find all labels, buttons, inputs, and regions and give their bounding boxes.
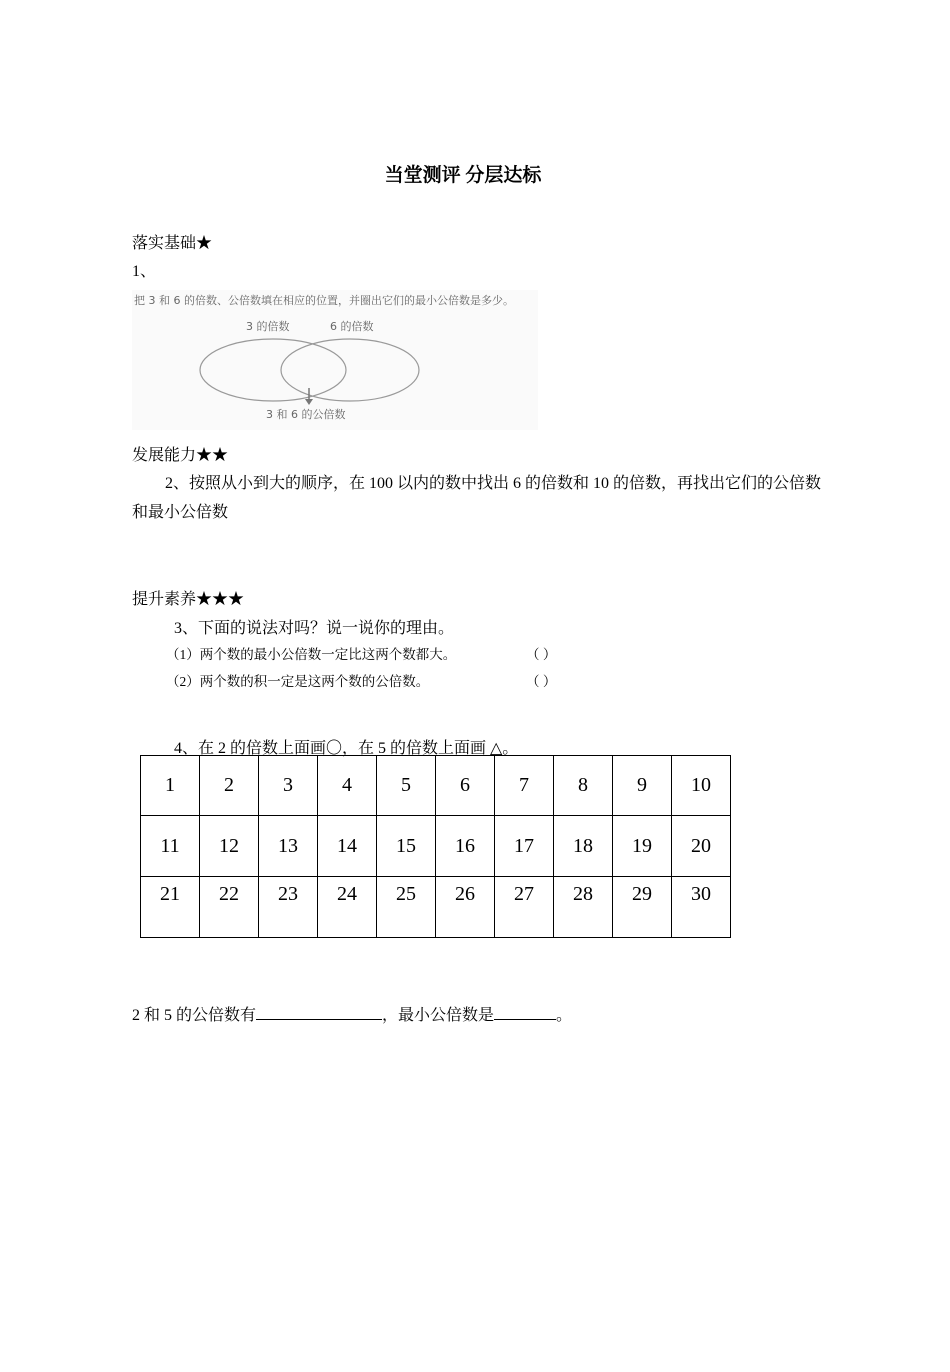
grid-row: [141, 877, 731, 938]
grid-cell[interactable]: 30: [672, 877, 731, 938]
question-3: 3、下面的说法对吗？说一说你的理由。: [174, 620, 455, 637]
venn-circle-right: [281, 339, 419, 401]
grid-cell[interactable]: 26: [436, 877, 495, 938]
question-4: 4、在 2 的倍数上面画〇，在 5 的倍数上面画 △。: [174, 740, 519, 757]
grid-cell[interactable]: 20: [672, 816, 731, 877]
grid-cell[interactable]: 18: [554, 816, 613, 877]
question-3-item-1-answer-bracket[interactable]: （ ）: [526, 647, 557, 662]
grid-cell[interactable]: 4: [318, 756, 377, 816]
question-2-line-1: 2、按照从小到大的顺序，在 100 以内的数中找出 6 的倍数和 10 的倍数，再找出它们的公倍数: [165, 475, 822, 492]
grid-cell[interactable]: 14: [318, 816, 377, 877]
answer-text-3: 。: [556, 1007, 573, 1024]
venn-circle-left: [200, 339, 346, 401]
venn-instruction: 把 3 和 6 的倍数、公倍数填在相应的位置，并圈出它们的最小公倍数是多少。: [134, 294, 514, 307]
grid-cell[interactable]: 10: [672, 756, 731, 816]
answer-text-1: 2 和 5 的公倍数有: [132, 1007, 257, 1024]
grid-cell[interactable]: 15: [377, 816, 436, 877]
venn-diagram-figure: [132, 290, 538, 430]
grid-row: [141, 756, 731, 816]
grid-cell[interactable]: 13: [259, 816, 318, 877]
grid-cell[interactable]: 3: [259, 756, 318, 816]
grid-cell[interactable]: 1: [141, 756, 200, 816]
grid-cell[interactable]: 5: [377, 756, 436, 816]
question-2-line-2: 和最小公倍数: [132, 504, 229, 521]
answer-line: [132, 1002, 572, 1025]
venn-arrow-head-icon: [305, 399, 313, 405]
grid-cell[interactable]: 16: [436, 816, 495, 877]
grid-cell[interactable]: 21: [141, 877, 200, 938]
grid-row: [141, 816, 731, 877]
section-heading-advanced: 提升素养★★★: [132, 591, 245, 608]
grid-cell[interactable]: 27: [495, 877, 554, 938]
grid-cell[interactable]: 25: [377, 877, 436, 938]
section-heading-basic: 落实基础★: [132, 235, 213, 252]
answer-text-2: ，最小公倍数是: [382, 1007, 495, 1024]
grid-cell[interactable]: 8: [554, 756, 613, 816]
grid-cell[interactable]: 24: [318, 877, 377, 938]
grid-cell[interactable]: 17: [495, 816, 554, 877]
question-3-item-2-answer-bracket[interactable]: （ ）: [526, 674, 557, 689]
grid-cell[interactable]: 11: [141, 816, 200, 877]
grid-cell[interactable]: 23: [259, 877, 318, 938]
grid-cell[interactable]: 22: [200, 877, 259, 938]
number-grid: [140, 755, 731, 938]
grid-cell[interactable]: 28: [554, 877, 613, 938]
grid-cell[interactable]: 6: [436, 756, 495, 816]
venn-label-left: 3 的倍数: [246, 320, 290, 333]
common-multiples-blank[interactable]: [256, 1003, 382, 1020]
venn-label-bottom: 3 和 6 的公倍数: [266, 408, 346, 421]
question-1-number: 1、: [132, 263, 157, 280]
question-3-item-1: （1）两个数的最小公倍数一定比这两个数都大。: [166, 647, 457, 662]
lcm-blank[interactable]: [494, 1003, 556, 1020]
venn-diagram: [132, 290, 538, 430]
grid-cell[interactable]: 7: [495, 756, 554, 816]
grid-cell[interactable]: 2: [200, 756, 259, 816]
grid-cell[interactable]: 12: [200, 816, 259, 877]
venn-label-right: 6 的倍数: [330, 320, 374, 333]
grid-cell[interactable]: 19: [613, 816, 672, 877]
grid-cell[interactable]: 29: [613, 877, 672, 938]
page-title: 当堂测评 分层达标: [384, 165, 542, 186]
section-heading-develop: 发展能力★★: [132, 447, 229, 464]
grid-cell[interactable]: 9: [613, 756, 672, 816]
question-3-item-2: （2）两个数的积一定是这两个数的公倍数。: [166, 674, 430, 689]
